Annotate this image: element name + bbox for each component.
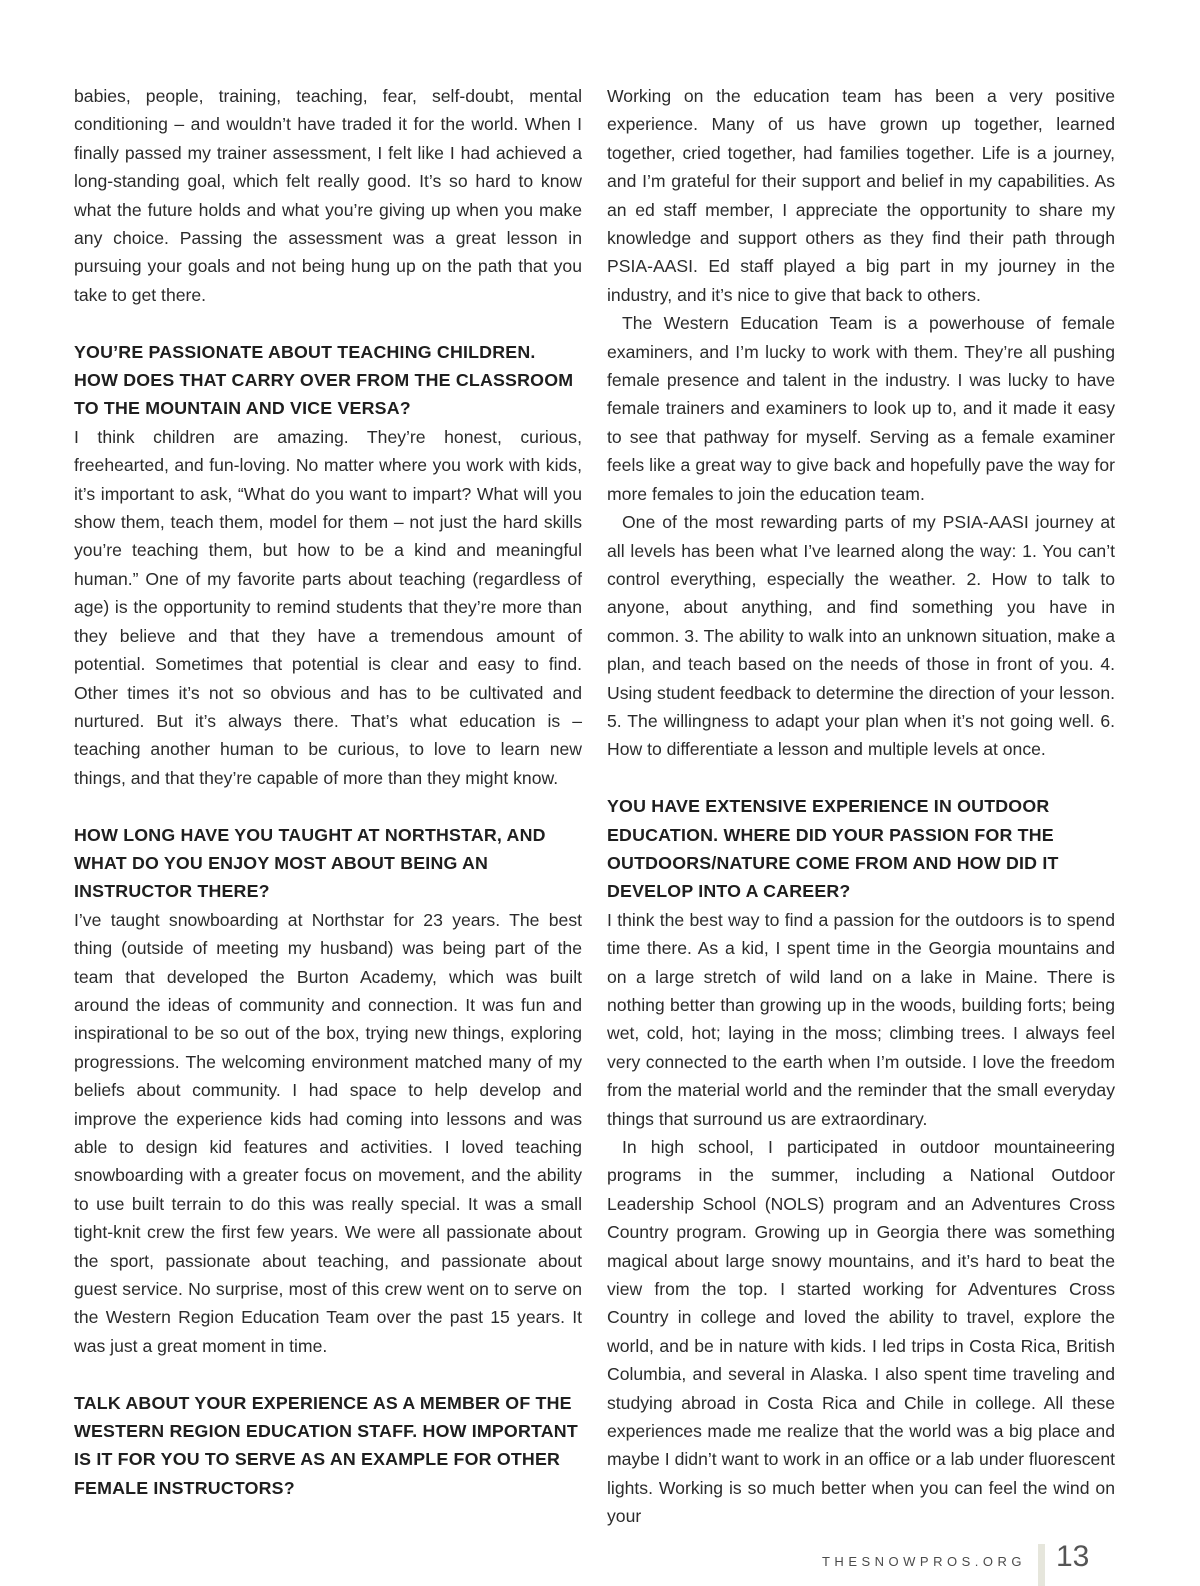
intro-paragraph: babies, people, training, teaching, fear, self-doubt, mental conditioning – and wouldn’t have traded it for the world. When I finally passed my trainer assessment, I felt like I had achieved a long-standing goal, which felt really good. It’s so hard to know what the future holds and what you’re giving up when you make any choice. Passing the assessment was a great lesson in pursuing your goals and not being hung up on the path that you take to get there.: [74, 86, 582, 305]
question-heading-outdoor-education: YOU HAVE EXTENSIVE EXPERIENCE IN OUTDOOR EDUCATION. WHERE DID YOUR PASSION FOR THE OUTDOORS/NATURE COME FROM AND HOW DID IT DEVELOP INTO A CAREER?: [607, 796, 1059, 902]
question-heading-northstar: HOW LONG HAVE YOU TAUGHT AT NORTHSTAR, AND WHAT DO YOU ENJOY MOST ABOUT BEING AN INSTRUCTOR THERE?: [74, 824, 546, 902]
answer-paragraph-outdoor-2: In high school, I participated in outdoor mountaineering programs in the summer, including a National Outdoor Leadership School (NOLS) program and an Adventures Cross Country program. Growing up in Georgia there was something magical about large snowy mountains, and it’s hard to beat the view from the top. I started working for Adventures Cross Country in college and loved the ability to travel, explore the world, and be in nature with kids. I led trips in Costa Rica, British Columbia, and several in Alaska. I also spent time traveling and studying abroad in Costa Rica and Chile in college. All these experiences made me realize that the world was a big place and maybe I didn’t want to work in an office or a lab under fluorescent lights. Working is so much better when you can feel the wind on your: [607, 1137, 1115, 1527]
answer-paragraph-outdoor-1: I think the best way to find a passion for the outdoors is to spend time there. As a kid, I spent time in the Georgia mountains and on a large stretch of wild land on a lake in Maine. There is nothing better than growing up in the woods, building forts; being wet, cold, hot; laying in the moss; climbing trees. I always feel very connected to the earth when I’m outside. I love the freedom from the material world and the reminder that the small everyday things that surround us are extraordinary.: [607, 909, 1115, 1129]
right-column: [607, 82, 1115, 1531]
footer-site-url: THESNOWPROS.ORG: [821, 1554, 1026, 1569]
page-number: 13: [1056, 1540, 1090, 1573]
left-column: [74, 82, 582, 1502]
footer-divider-bar: [1038, 1544, 1045, 1586]
answer-paragraph-northstar: I’ve taught snowboarding at Northstar for 23 years. The best thing (outside of meeting my husband) was being part of the team that developed the Burton Academy, which was built around the ideas of community and connection. It was fun and inspirational to be so out of the box, trying new things, exploring progressions. The welcoming environment matched many of my beliefs about community. I had space to help develop and improve the experience kids had coming into lessons and was able to design kid features and activities. I loved teaching snowboarding with a greater focus on movement, and the ability to use built terrain to do this was really special. It was a small tight-knit crew the first few years. We were all passionate about the sport, passionate about teaching, and passionate about guest service. No surprise, most of this crew went on to serve on the Western Region Education Team over the past 15 years. It was just a great moment in time.: [74, 909, 582, 1356]
answer-paragraph-education-staff-2: The Western Education Team is a powerhouse of female examiners, and I’m lucky to work with them. They’re all pushing female presence and talent in the industry. I was lucky to have female trainers and examiners to look up to, and it made it easy to see that pathway for myself. Serving as a female examiner feels like a great way to give back and hopefully pave the way for more females to join the education team.: [607, 313, 1115, 504]
question-heading-children: YOU’RE PASSIONATE ABOUT TEACHING CHILDREN. HOW DOES THAT CARRY OVER FROM THE CLASSROOM TO THE MOUNTAIN AND VICE VERSA?: [74, 341, 574, 419]
answer-paragraph-education-staff-3: One of the most rewarding parts of my PSIA-AASI journey at all levels has been what I’ve learned along the way: 1. You can’t control everything, especially the weather. 2. How to talk to anyone, about anything, and find something you have in common. 3. The ability to walk into an unknown situation, make a plan, and teach based on the needs of those in front of you. 4. Using student feedback to determine the direction of your lesson. 5. The willingness to adapt your plan when it’s not going well. 6. How to differentiate a lesson and multiple levels at once.: [607, 512, 1115, 760]
question-heading-education-staff: TALK ABOUT YOUR EXPERIENCE AS A MEMBER OF THE WESTERN REGION EDUCATION STAFF. HOW IMPORTANT IS IT FOR YOU TO SERVE AS AN EXAMPLE FOR OTHER FEMALE INSTRUCTORS?: [74, 1392, 578, 1498]
answer-paragraph-education-staff-1: Working on the education team has been a very positive experience. Many of us have grown up together, learned together, cried together, had families together. Life is a journey, and I’m grateful for their support and belief in my capabilities. As an ed staff member, I appreciate the opportunity to share my knowledge and support others as they find their path through PSIA-AASI. Ed staff played a big part in my journey in the industry, and it’s nice to give that back to others.: [607, 86, 1115, 305]
answer-paragraph-children: I think children are amazing. They’re honest, curious, freehearted, and fun-loving. No matter where you work with kids, it’s important to ask, “What do you want to impart? What will you show them, teach them, model for them – not just the hard skills you’re teaching them, but how to be a kind and meaningful human.” One of my favorite parts about teaching (regardless of age) is the opportunity to remind students that they’re more than they believe and that they have a tremendous amount of potential. Sometimes that potential is clear and easy to find. Other times it’s not so obvious and has to be cultivated and nurtured. But it’s always there. That’s what education is – teaching another human to be curious, to love to learn new things, and that they’re capable of more than they might know.: [74, 426, 582, 788]
